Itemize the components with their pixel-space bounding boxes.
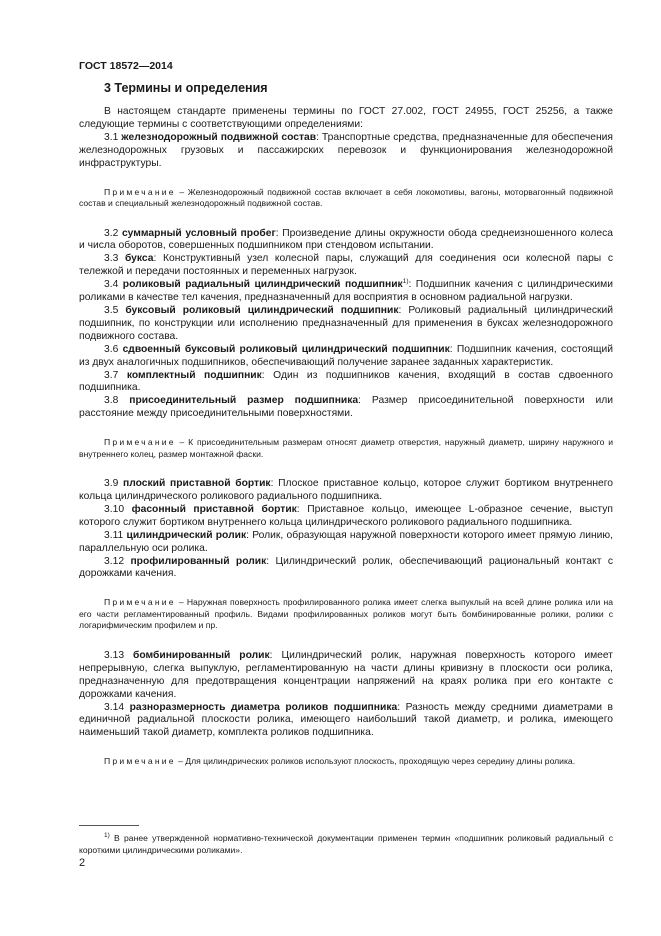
term-definition: : Плоское приставное кольцо, которое служит бортиком внутреннего кольца цилиндрического роликового радиального подшипника. <box>79 478 613 503</box>
note-label: Примечание <box>104 437 176 448</box>
term-definition: : Размер присоединительной поверхности или расстояние между присоединительными поверхностями. <box>79 395 613 420</box>
term-3-2: 3.2 суммарный условный пробег: Произведение длины окружности обода среднеизношенного колеса и числа оборотов, совершенных подшипником при стендовом испытании. <box>79 227 613 252</box>
term-name: сдвоенный буксовый роликовый цилиндрический подшипник <box>122 343 450 355</box>
term-name: роликовый радиальный цилиндрический подшипник <box>122 279 403 291</box>
note-3: Примечание – Наружная поверхность профилированного ролика имеет слегка выпуклый на всей длине ролика или на его части регламентированный профиль. Видами профилированных роликов могут быть бомбинированные ролики, ролики с логарифмическим профилем и пр. <box>79 597 613 631</box>
note-label: Примечание <box>104 186 176 197</box>
term-3-14: 3.14 разноразмерность диаметра роликов подшипника: Разность между средними диаметрами в единичной радиальной плоскости ролика, имеющего наибольший такой диаметр, и ролика, имеющего наименьший такой диаметр, комплекта роликов подшипника. <box>79 701 614 739</box>
term-3-4: 3.4 роликовый радиальный цилиндрический подшипник$^{1)}$: Подшипник качения с цилиндрическими роликами в качестве тел качения, предназначенный для восприятия в основном радиальной нагрузки. <box>79 278 614 304</box>
term-name: разноразмерность диаметра роликов подшипника <box>129 701 398 713</box>
term-definition: : Произведение длины окружности обода среднеизношенного колеса и числа оборотов, совершенных подшипником при стендовом испытании. <box>79 227 613 252</box>
term-3-9: 3.9 плоский приставной бортик: Плоское приставное кольцо, которое служит бортиком внутреннего кольца цилиндрического роликового радиального подшипника. <box>79 478 613 503</box>
term-definition: : Транспортные средства, предназначенные для обеспечения железнодорожных грузовых и пассажирских перевозок и функционирования железнодорожной инфраструктуры. <box>79 131 613 169</box>
term-name: бомбинированный ролик <box>133 649 270 661</box>
term-definition: : Приставное кольцо, имеющее L-образное сечение, выступ которого служит бортиком внутреннего кольца цилиндрического роликового радиального подшипника. <box>79 503 613 528</box>
term-3-10: 3.10 фасонный приставной бортик: Приставное кольцо, имеющее L-образное сечение, выступ которого служит бортиком внутреннего кольца цилиндрического роликового радиального подшипника. <box>79 503 613 528</box>
term-name: плоский приставной бортик <box>123 478 271 490</box>
note-2: Примечание – К присоединительным размерам относят диаметр отверстия, наружный диаметр, ширину наружного и внутреннего колец, размер монтажной фаски. <box>79 437 613 459</box>
term-3-13: 3.13 бомбинированный ролик: Цилиндрический ролик, наружная поверхность которого имеет непрерывную, слегка выпуклую, регламентированную на части длины кривизну в плоскости оси ролика, предназначенную для предотвращения концентрации напряжений на краях ролика при его контакте с дорожками качения. <box>79 649 613 700</box>
term-definition: : Роликовый радиальный цилиндрический подшипник, по конструкции или исполнению предназначенный для применения в буксах железнодорожного подвижного состава. <box>79 304 613 342</box>
footnote-ref: 1) <box>402 278 409 286</box>
term-definition: : Подшипник качения с цилиндрическими роликами в качестве тел качения, предназначенный для восприятия в основном радиальной нагрузки. <box>79 279 614 304</box>
note-label: Примечание <box>104 756 176 767</box>
page-number: 2 <box>79 857 86 869</box>
term-name: фасонный приставной бортик <box>131 503 297 515</box>
term-3-12: 3.12 профилированный ролик: Цилиндрический ролик, обеспечивающий рациональный контакт с дорожками качения. <box>79 555 614 580</box>
term-name: суммарный условный пробег <box>121 227 276 239</box>
term-definition: : Цилиндрический ролик, обеспечивающий рациональный контакт с дорожками качения. <box>79 555 614 580</box>
term-3-5: 3.5 буксовый роликовый цилиндрический подшипник: Роликовый радиальный цилиндрический подшипник, по конструкции или исполнению предназначенный для применения в буксах железнодорожного подвижного состава. <box>79 304 613 342</box>
note-1: Примечание – Железнодорожный подвижной состав включает в себя локомотивы, вагоны, моторвагонный подвижной состав и специальный железнодорожный подвижной состав. <box>79 186 613 209</box>
note-4: Примечание – Для цилиндрических роликов используют плоскость, проходящую через середину длины ролика. <box>104 756 576 767</box>
document-header: ГОСТ 18572—2014 <box>79 60 173 72</box>
footnote-mark: 1) <box>104 832 110 839</box>
term-definition: : Ролик, образующая наружной поверхности которого имеет прямую линию, параллельную оси ролика. <box>79 529 613 554</box>
term-name: цилиндрический ролик <box>126 529 247 541</box>
footnote-divider <box>79 825 139 826</box>
term-3-11: 3.11 цилиндрический ролик: Ролик, образующая наружной поверхности которого имеет прямую линию, параллельную оси ролика. <box>79 529 613 554</box>
term-3-3: 3.3 букса: Конструктивный узел колесной пары, служащий для соединения оси колесной пары с тележкой и передачи постоянных и переменных нагрузок. <box>79 253 613 278</box>
term-definition: : Один из подшипников качения, входящий в состав сдвоенного подшипника. <box>79 369 613 394</box>
term-definition: : Цилиндрический ролик, наружная поверхность которого имеет непрерывную, слегка выпуклую, регламентированную на части длины кривизну в плоскости оси ролика, предназначенную для предотвращения концентрации напряжений на краях ролика при его контакте с дорожками качения. <box>79 649 613 700</box>
term-definition: : Разность между средними диаметрами в единичной радиальной плоскости ролика, имеющего наибольший такой диаметр, и ролика, имеющего наименьший такой диаметр, комплекта роликов подшипника. <box>79 701 614 739</box>
term-definition: : Подшипник качения, состоящий из двух аналогичных подшипников, обеспечивающий получение заранее заданных характеристик. <box>79 343 613 368</box>
note-label: Примечание <box>104 597 176 608</box>
term-name: присоединительный размер подшипника <box>129 395 359 407</box>
document-page <box>79 60 613 786</box>
term-name: комплектный подшипник <box>126 369 262 381</box>
footnote <box>79 833 613 856</box>
section-title: 3 Термины и определения <box>104 81 268 95</box>
intro-paragraph: В настоящем стандарте применены термины по ГОСТ 27.002, ГОСТ 24955, ГОСТ 25256, а также следующие термины с соответствующими определениями: <box>79 106 613 130</box>
term-3-1: 3.1 железнодорожный подвижной состав: Транспортные средства, предназначенные для обеспечения железнодорожных грузовых и пассажирских перевозок и функционирования железнодорожной инфраструктуры. <box>79 131 613 169</box>
term-3-7: 3.7 комплектный подшипник: Один из подшипников качения, входящий в состав сдвоенного подшипника. <box>79 369 613 394</box>
term-name: буксовый роликовый цилиндрический подшипник <box>125 304 399 316</box>
term-name: профилированный ролик <box>130 555 267 567</box>
term-definition: : Конструктивный узел колесной пары, служащий для соединения оси колесной пары с тележкой и передачи постоянных и переменных нагрузок. <box>79 253 613 278</box>
term-3-6: 3.6 сдвоенный буксовый роликовый цилиндрический подшипник: Подшипник качения, состоящий из двух аналогичных подшипников, обеспечивающий получение заранее заданных характеристик. <box>79 343 613 368</box>
term-3-8: 3.8 присоединительный размер подшипника: Размер присоединительной поверхности или расстояние между присоединительными поверхностями. <box>79 395 613 420</box>
term-name: железнодорожный подвижной состав <box>121 131 317 143</box>
term-name: букса <box>124 253 154 265</box>
footnote-text: В ранее утвержденной нормативно-технической документации применен термин «подшипник роликовый радиальный с короткими цилиндрическими роликами». <box>79 833 613 855</box>
